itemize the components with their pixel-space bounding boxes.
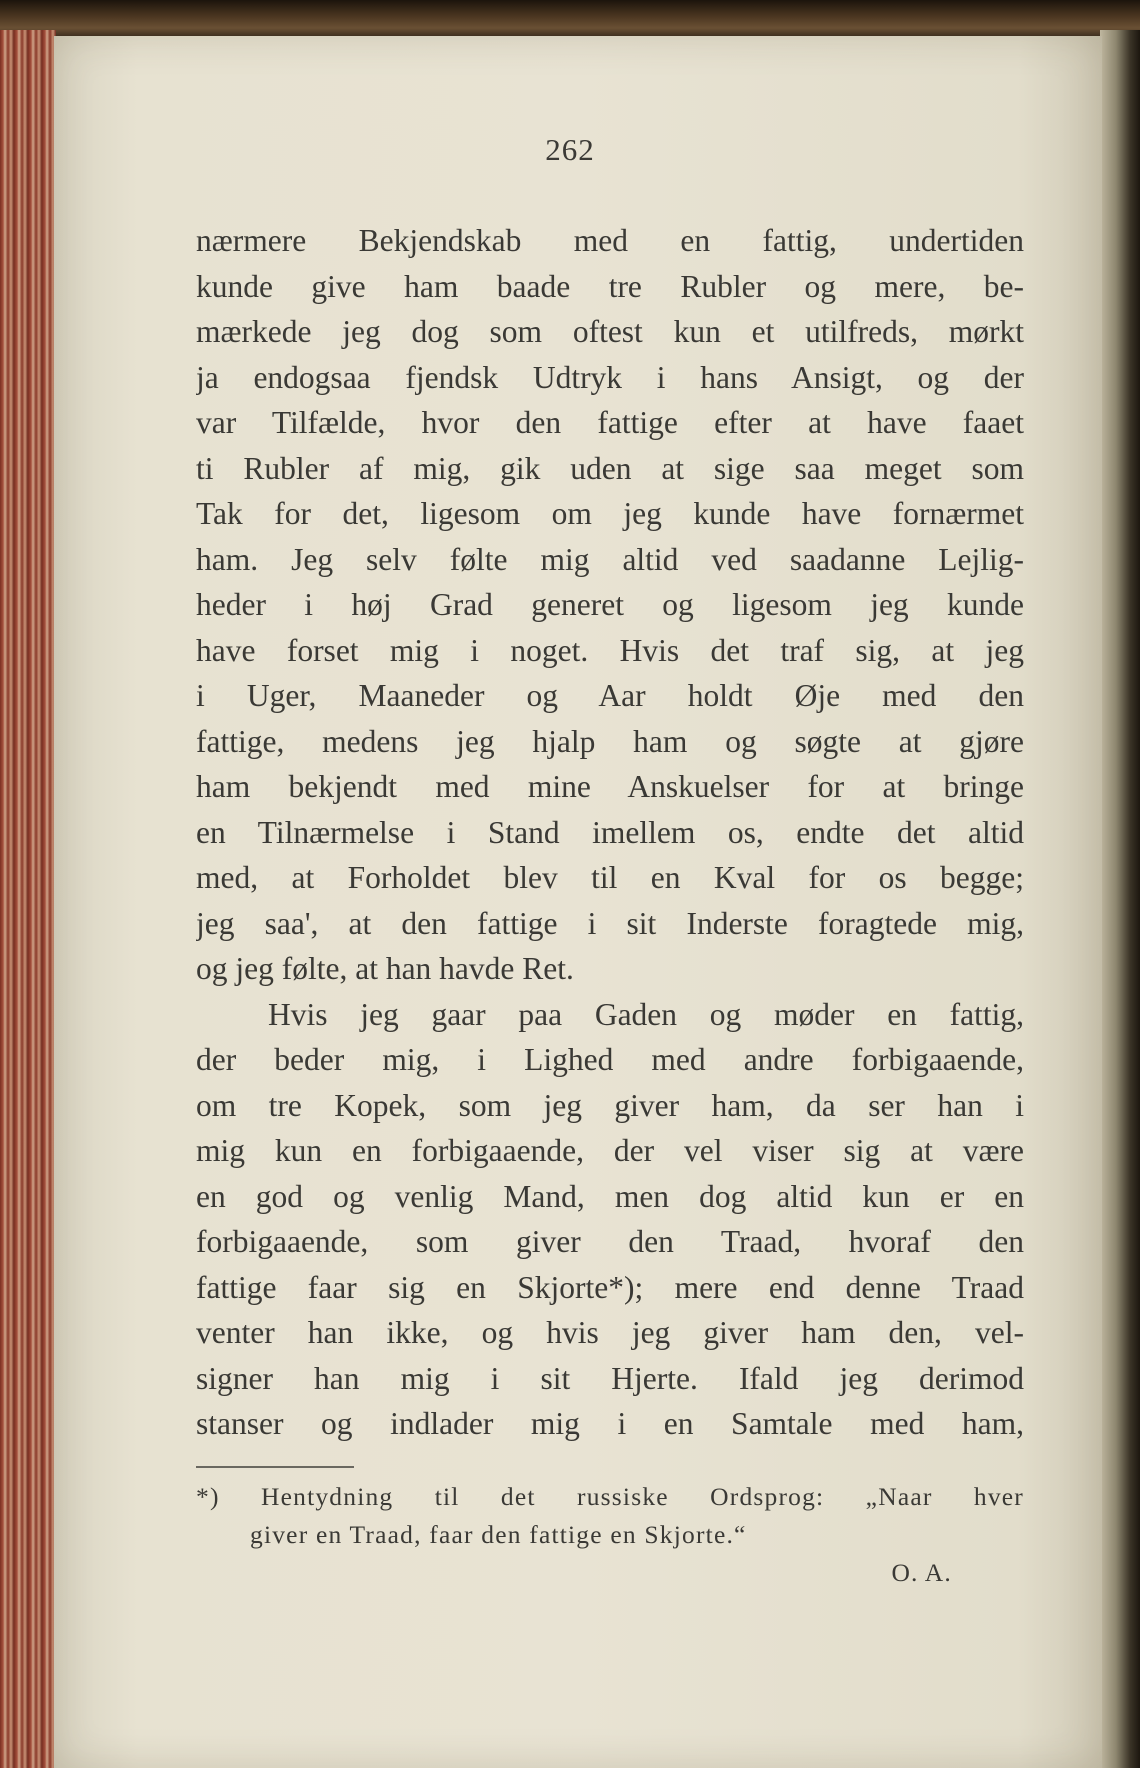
text-line: ti Rubler af mig, gik uden at sige saa meget som [196,450,1024,486]
book-page-edges-left [0,30,56,1768]
footnote-line: *) Hentydning til det russiske Ordsprog: „Naar hver [196,1482,1024,1511]
text-line: fattige, medens jeg hjalp ham og søgte at gjøre [196,723,1024,759]
text-line: med, at Forholdet blev til en Kval for os begge; [196,860,1024,895]
text-line: jeg saa', at den fattige i sit Inderste foragtede mig, [196,905,1024,941]
text-line: forbigaaende, som giver den Traad, hvoraf den [196,1224,1024,1259]
text-line: en Tilnærmelse i Stand imellem os, endte det altid [196,814,1024,850]
text-line: ja endogsaa fjendsk Udtryk i hans Ansigt, og der [196,359,1024,395]
text-line: have forset mig i noget. Hvis det traf sig, at jeg [196,632,1024,668]
text-line: fattige faar sig en Skjorte*); mere end denne Traad [196,1269,1024,1305]
footnote-divider [196,1466,354,1468]
text-line: en god og venlig Mand, men dog altid kun er en [196,1178,1024,1214]
text-line: ham. Jeg selv følte mig altid ved saadanne Lejlig- [196,541,1024,577]
text-line: ham bekjendt med mine Anskuelser for at bringe [196,769,1024,804]
text-line: mig kun en forbigaaende, der vel viser sig at være [196,1133,1024,1168]
footnote-signature: O. A. [891,1558,952,1587]
book-top-edge [0,0,1140,40]
text-line: var Tilfælde, hvor den fattige efter at have faaet [196,405,1024,440]
text-line: nærmere Bekjendskab med en fattig, undertiden [196,223,1024,258]
text-line: kunde give ham baade tre Rubler og mere, be- [196,268,1024,304]
body-text [196,218,1024,1447]
text-line: mærkede jeg dog som oftest kun et utilfreds, mørkt [196,314,1024,349]
text-line: Tak for det, ligesom om jeg kunde have fornærmet [196,496,1024,531]
text-line: heder i høj Grad generet og ligesom jeg kunde [196,587,1024,622]
paragraph-2 [196,992,1024,1447]
book-spine-shadow-right [1100,30,1140,1768]
text-line: venter han ikke, og hvis jeg giver ham den, vel- [196,1315,1024,1350]
paragraph-1 [196,218,1024,992]
text-line: stanser og indlader mig i en Samtale med ham, [196,1406,1024,1441]
page-number: 262 [545,132,595,167]
text-line: og jeg følte, at han havde Ret. [196,951,574,986]
footnote-line: giver en Traad, faar den fattige en Skjorte.“ [250,1520,747,1549]
text-line: signer han mig i sit Hjerte. Ifald jeg derimod [196,1360,1024,1396]
text-line: der beder mig, i Lighed med andre forbigaaende, [196,1042,1024,1077]
text-line: i Uger, Maaneder og Aar holdt Øje med den [196,678,1024,713]
footnote [196,1478,1024,1592]
text-line: om tre Kopek, som jeg giver ham, da ser han i [196,1087,1024,1123]
text-line: Hvis jeg gaar paa Gaden og møder en fattig, [268,996,1024,1032]
